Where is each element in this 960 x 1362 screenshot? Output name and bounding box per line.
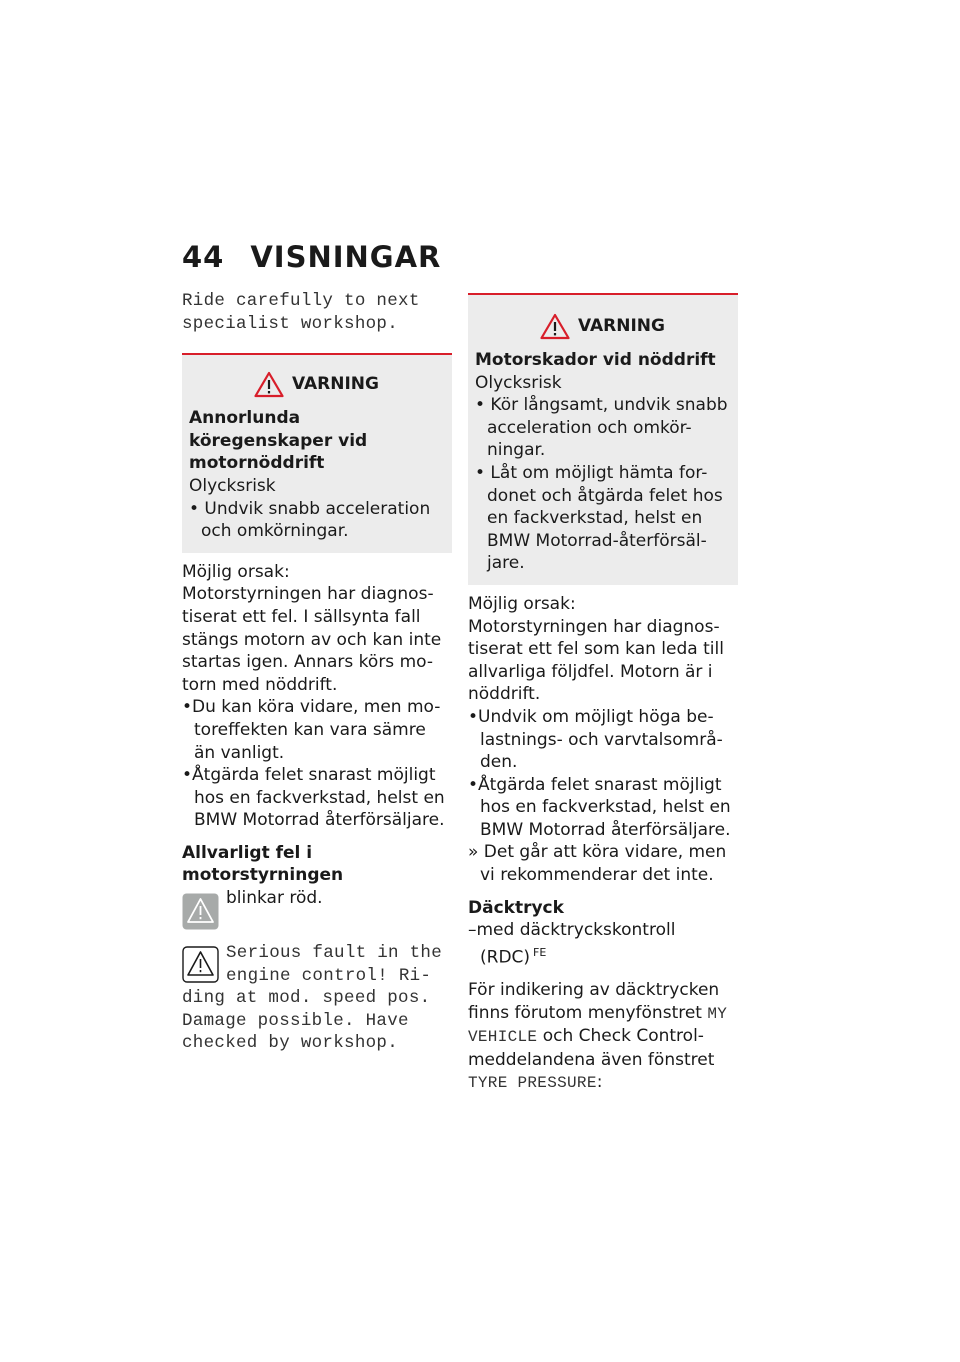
tyre-subheading	[468, 919, 738, 969]
warning-heading: Motorskador vid nöddrift	[475, 350, 716, 370]
warning-box-left	[182, 353, 452, 553]
page-title: VISNINGAR	[250, 240, 442, 274]
right-column	[468, 293, 738, 1095]
list-item: •Åtgärda felet snarast möjligt hos en fackverkstad, helst en BMW Motorrad återförsäljare.	[468, 774, 731, 840]
warning-heading: Annorlunda köregenskaper vid motornöddrift	[189, 408, 368, 474]
warning-bullet: • Undvik snabb acceleration och omkörningar.	[189, 498, 431, 542]
list-item: •Du kan köra vidare, men mo- toreffekten kan vara sämre än vanligt.	[182, 697, 441, 763]
warning-bullet: • Låt om möjligt hämta for- donet och åtgärda felet hos en fackverkstad, helst en BMW Motorrad-återförsäl- jare.	[475, 462, 723, 574]
cause-text: Motorstyrningen har diagnos- tiserat ett fel som kan leda till allvarliga följdfel. Motorn är i nöddrift.	[468, 616, 724, 705]
tyre-subheading-text: –med däcktryckskontroll (RDC)	[468, 920, 676, 968]
tyre-sup: FE	[533, 945, 547, 959]
warning-header	[189, 369, 444, 399]
warning-label: VARNING	[292, 373, 379, 394]
window-name-tyre-pressure: TYRE PRESSURE	[468, 1074, 597, 1093]
cause-text: Motorstyrningen har diagnos- tiserat ett fel. I sällsynta fall stängs motorn av och kan inte startas igen. Annars körs mo- torn med nöddrift.	[182, 584, 442, 695]
gray-indicator-row	[182, 887, 452, 932]
tyre-text-3: :	[596, 1072, 603, 1093]
warning-risk: Olycksrisk	[475, 372, 562, 393]
tyre-text-2: och Check Control- meddelandena även fönstret	[468, 1026, 715, 1070]
display-message-text-rest: ding at mod. speed pos. Damage possible. Have checked by workshop.	[182, 988, 431, 1054]
menu-name-my-vehicle: MY VEHICLE	[468, 1004, 728, 1047]
warning-header	[475, 311, 730, 341]
display-message-text-start: Serious fault in the engine control! Ri-	[226, 943, 443, 986]
cause-label: Möjlig orsak:	[468, 593, 576, 614]
warning-triangle-icon	[254, 371, 284, 398]
page-number: 44	[182, 240, 225, 274]
tyre-text	[468, 979, 738, 1095]
indicator-status-text: blinkar röd.	[226, 888, 323, 909]
list-item: •Åtgärda felet snarast möjligt hos en fackverkstad, helst en BMW Motorrad återförsäljare.	[182, 765, 445, 831]
left-column	[182, 290, 452, 1055]
list-item: » Det går att köra vidare, men vi rekommenderar det inte.	[468, 842, 727, 886]
warning-risk: Olycksrisk	[189, 475, 276, 496]
cause-label: Möjlig orsak:	[182, 561, 290, 582]
warning-triangle-outline-icon	[182, 946, 219, 983]
warning-triangle-gray-icon	[182, 893, 219, 930]
display-message-block	[182, 942, 452, 1055]
warning-label: VARNING	[578, 315, 665, 336]
tyre-heading: Däcktryck	[468, 897, 564, 918]
list-item: •Undvik om möjligt höga be- lastnings- och varvtalsområ- den.	[468, 706, 723, 773]
section-heading: Allvarligt fel i motorstyrningen	[182, 842, 344, 886]
warning-bullet: • Kör långsamt, undvik snabb acceleration och omkör- ningar.	[475, 395, 728, 461]
intro-display-text: Ride carefully to next specialist workshop.	[182, 291, 420, 334]
page-header	[182, 240, 441, 274]
warning-box-right	[468, 293, 738, 585]
tyre-text-1: För indikering av däcktrycken finns förutom menyfönstret	[468, 980, 720, 1023]
warning-triangle-icon	[540, 313, 570, 340]
